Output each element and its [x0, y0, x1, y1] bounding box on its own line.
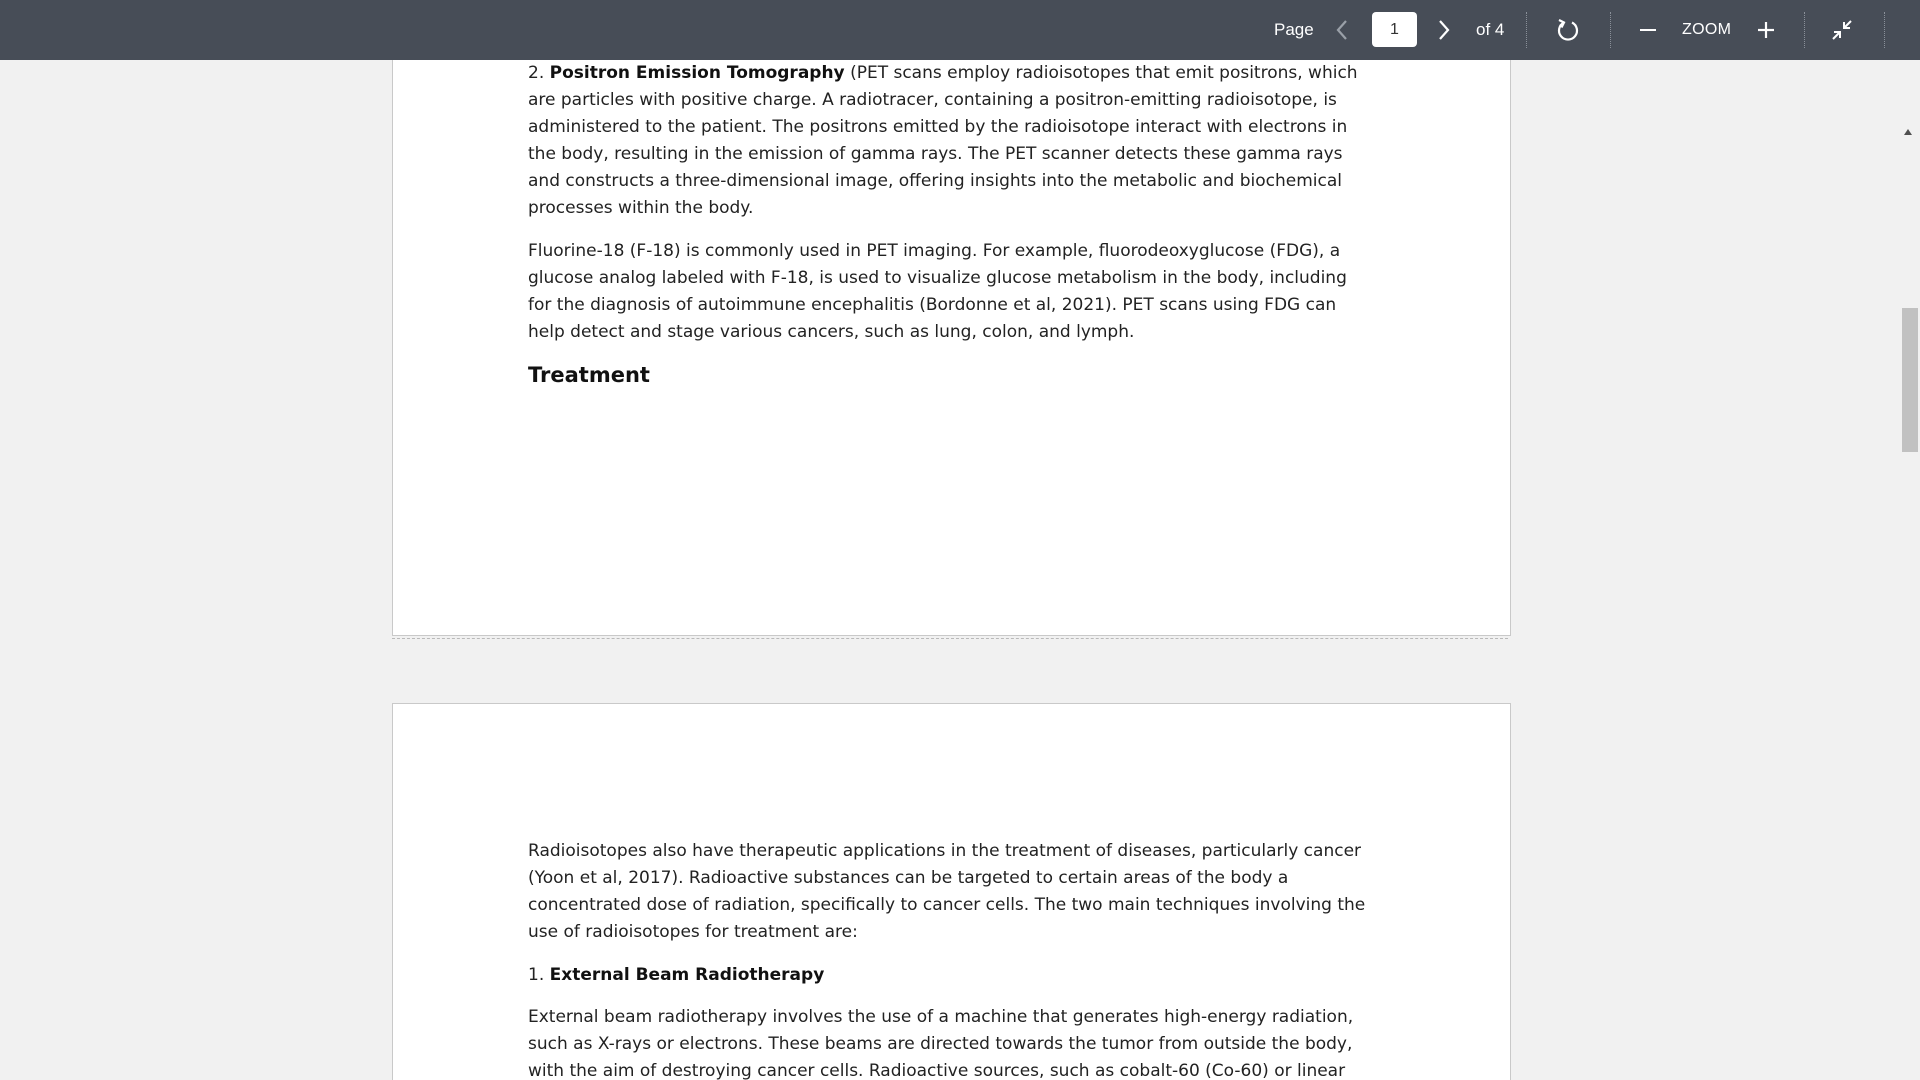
- document-viewer[interactable]: [0, 60, 1920, 1080]
- list-number: 1.: [528, 965, 545, 985]
- zoom-in-button[interactable]: [1752, 0, 1780, 60]
- rotate-button[interactable]: [1552, 0, 1584, 60]
- pet-text: (PET scans employ radioisotopes that emit positrons, which are particles with positive charge. A radiotracer, containing a positron-emitting radioisotope, is administered to the patient. The positrons emitted by the radioisotope interact with electrons in the body, resulting in the emission of gamma rays. The PET scanner detects these gamma rays and constructs a three-dimensional image, offering insights into the metabolic and biochemical processes within the body.: [528, 63, 1358, 218]
- minus-icon: [1638, 20, 1658, 40]
- document-page: [392, 703, 1511, 1080]
- next-page-button[interactable]: [1432, 0, 1456, 60]
- toolbar-divider: [1526, 12, 1527, 48]
- chevron-right-icon: [1437, 19, 1451, 41]
- caret-up-icon: [1903, 128, 1913, 136]
- document-page: [392, 60, 1511, 636]
- treatment-intro-paragraph: Radioisotopes also have therapeutic applications in the treatment of diseases, particularly cancer (Yoon et al, 2017). Radioactive substances can be targeted to certain areas of the body a concentrated dose of radiation, specifically to cancer cells. The two main techniques involving the use of radioisotopes for treatment are:: [528, 841, 1366, 942]
- fluorine-paragraph: Fluorine-18 (F-18) is commonly used in PET imaging. For example, fluorodeoxyglucose (FDG), a glucose analog labeled with F-18, is used to visualize glucose metabolism in the body, including for the diagnosis of autoimmune encephalitis (Bordonne et al, 2021). PET scans using FDG can help detect and stage various cancers, such as lung, colon, and lymph.: [528, 241, 1347, 342]
- page-count-label: of 4: [1476, 20, 1505, 39]
- page-content: [528, 60, 1373, 389]
- rotate-icon: [1555, 17, 1581, 43]
- treatment-heading: Treatment: [528, 363, 650, 387]
- list-number: 2.: [528, 63, 545, 83]
- toolbar-divider: [1804, 12, 1805, 48]
- ebr-heading: [528, 962, 1373, 989]
- collapse-icon: [1830, 18, 1854, 42]
- page-number-input[interactable]: [1372, 12, 1417, 47]
- chevron-left-icon: [1335, 19, 1349, 41]
- plus-icon: [1756, 20, 1776, 40]
- previous-page-button[interactable]: [1330, 0, 1354, 60]
- pet-paragraph: [528, 60, 1373, 222]
- scroll-up-button[interactable]: [1900, 124, 1916, 140]
- exit-fullscreen-button[interactable]: [1828, 0, 1856, 60]
- page-content: [528, 838, 1373, 1080]
- page-label: Page: [1274, 20, 1314, 39]
- pet-title: Positron Emission Tomography: [549, 63, 845, 83]
- toolbar-divider: [1884, 12, 1885, 48]
- viewer-toolbar: [0, 0, 1920, 60]
- scrollbar-thumb[interactable]: [1902, 308, 1918, 452]
- zoom-out-button[interactable]: [1634, 0, 1662, 60]
- toolbar-divider: [1610, 12, 1611, 48]
- ebr-title: External Beam Radiotherapy: [549, 965, 825, 985]
- page-break-divider: [392, 638, 1508, 639]
- ebr-paragraph: External beam radiotherapy involves the use of a machine that generates high-energy radiation, such as X-rays or electrons. These beams are directed towards the tumor from outside the body, with the aim of destroying cancer cells. Radioactive sources, such as cobalt-60 (Co-60) or linear: [528, 1007, 1354, 1080]
- zoom-label: ZOOM: [1682, 21, 1732, 38]
